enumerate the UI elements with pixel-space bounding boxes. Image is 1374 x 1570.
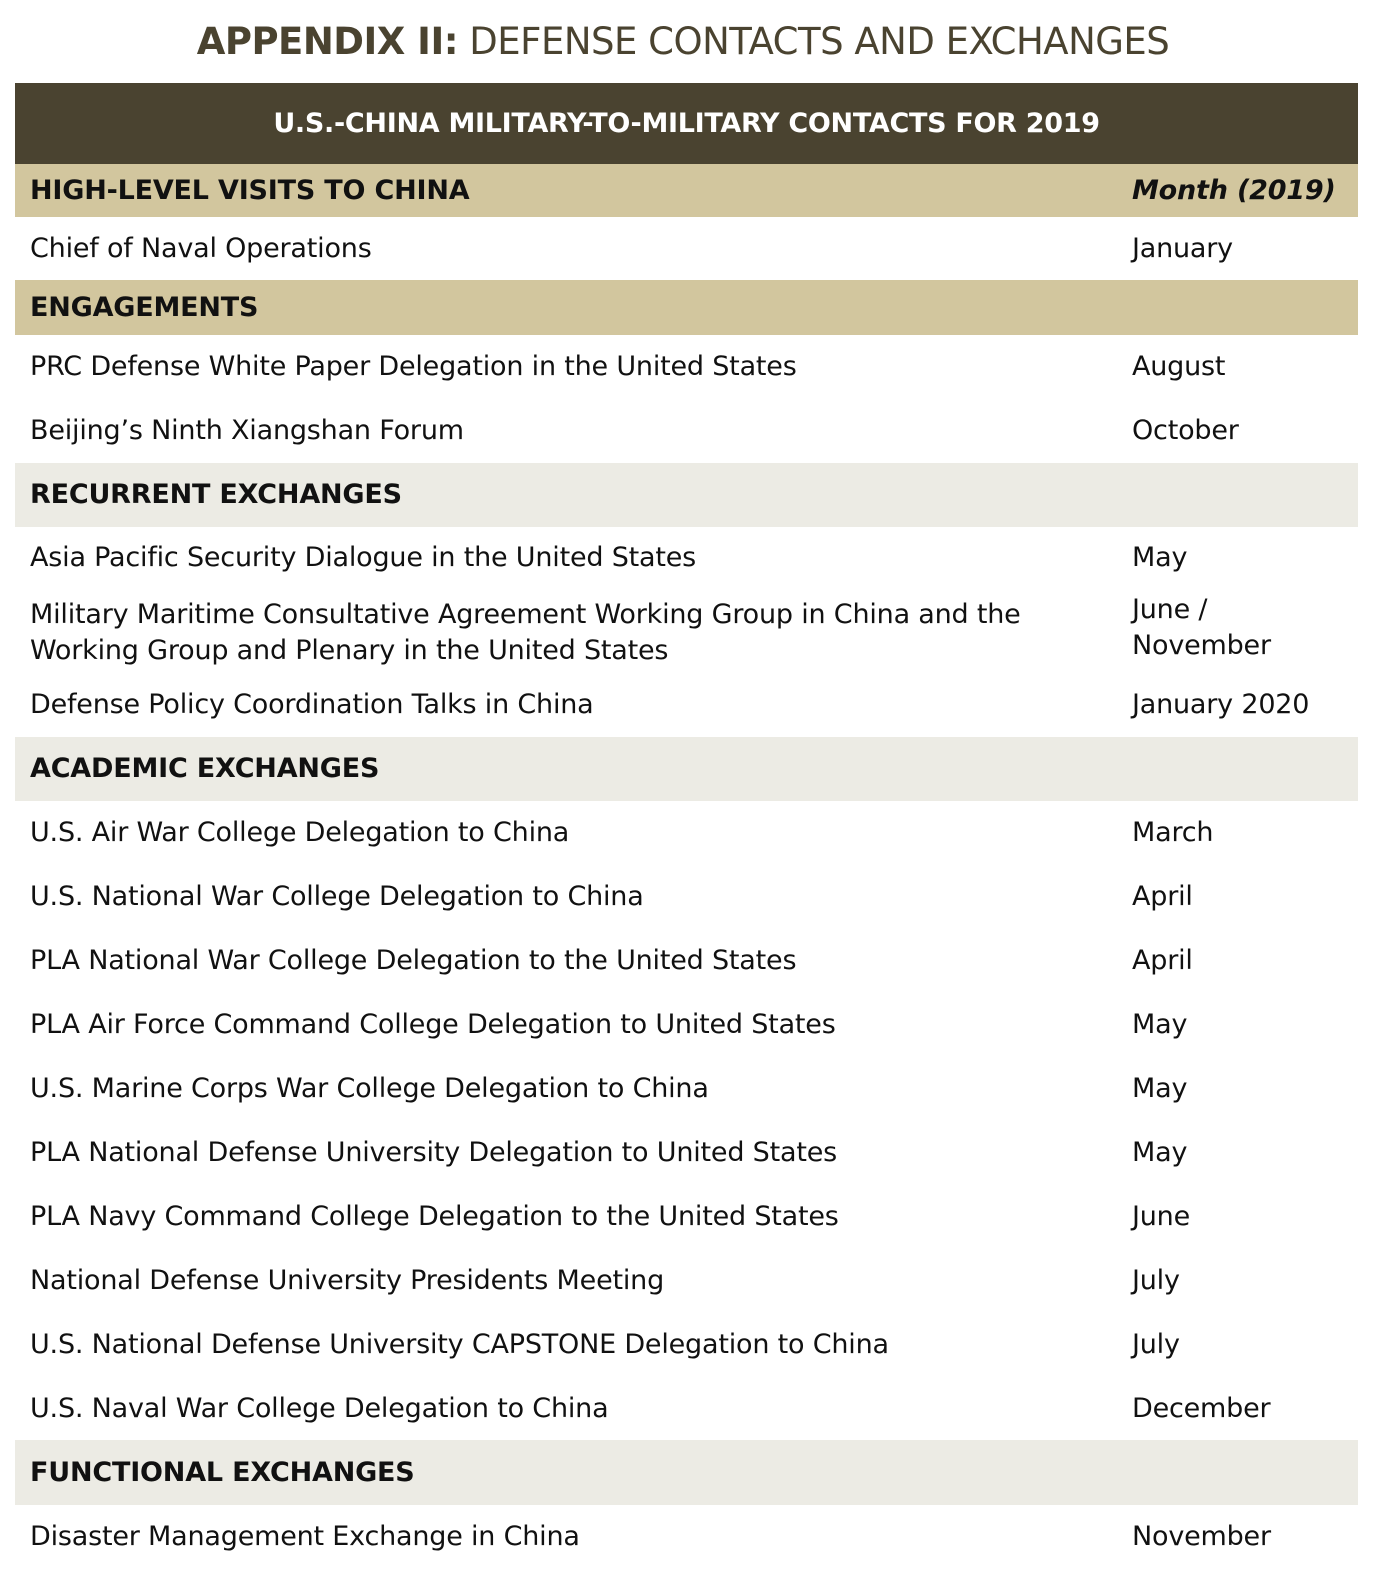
table-banner: U.S.-CHINA MILITARY-TO-MILITARY CONTACTS FOR 2019 bbox=[15, 83, 1358, 164]
section-header-high-level bbox=[15, 164, 1358, 217]
row-description: PLA National War College Delegation to the United States bbox=[30, 945, 797, 976]
table-row bbox=[15, 1377, 1358, 1440]
row-month: January 2020 bbox=[1132, 689, 1310, 720]
row-description: PLA Navy Command College Delegation to the United States bbox=[30, 1201, 839, 1232]
row-description: Chief of Naval Operations bbox=[30, 232, 372, 264]
appendix-label: APPENDIX II: bbox=[196, 20, 459, 63]
row-description: PRC Defense White Paper Delegation in the United States bbox=[30, 351, 797, 382]
row-description: National Defense University Presidents Meeting bbox=[30, 1265, 665, 1296]
section-title: ACADEMIC EXCHANGES bbox=[30, 753, 380, 784]
row-description: Disaster Management Exchange in China bbox=[30, 1521, 580, 1552]
table-row bbox=[15, 217, 1358, 280]
row-month: May bbox=[1132, 1009, 1188, 1040]
table-row bbox=[15, 865, 1358, 929]
row-month: April bbox=[1132, 945, 1193, 976]
row-month-line: November bbox=[1132, 630, 1271, 661]
row-description: U.S. Air War College Delegation to China bbox=[30, 817, 570, 848]
row-description: U.S. National War College Delegation to China bbox=[30, 881, 644, 912]
row-description-line: Military Maritime Consultative Agreement Working Group in China and the bbox=[30, 599, 1021, 630]
section-title: RECURRENT EXCHANGES bbox=[30, 479, 402, 510]
table-row bbox=[15, 1057, 1358, 1121]
row-month: June bbox=[1132, 1201, 1190, 1232]
row-month: October bbox=[1132, 415, 1239, 446]
page-title bbox=[0, 18, 1366, 66]
section-header-recurrent bbox=[15, 463, 1358, 527]
row-description: PLA Air Force Command College Delegation to United States bbox=[30, 1009, 836, 1040]
table-row bbox=[15, 1185, 1358, 1249]
row-month: May bbox=[1132, 542, 1188, 573]
table-row bbox=[15, 673, 1358, 737]
row-month-line: June / bbox=[1132, 594, 1208, 625]
table-row bbox=[15, 1121, 1358, 1185]
row-month: December bbox=[1132, 1392, 1271, 1424]
appendix-title: DEFENSE CONTACTS AND EXCHANGES bbox=[458, 20, 1170, 63]
row-description: PLA National Defense University Delegation to United States bbox=[30, 1137, 837, 1168]
row-description: Beijing’s Ninth Xiangshan Forum bbox=[30, 415, 464, 446]
section-header-academic bbox=[15, 737, 1358, 801]
table-row bbox=[15, 929, 1358, 993]
row-month: January bbox=[1132, 232, 1233, 264]
row-description: U.S. Naval War College Delegation to China bbox=[30, 1392, 609, 1424]
row-month: July bbox=[1132, 1329, 1180, 1360]
section-header-engagements bbox=[15, 280, 1358, 335]
table-row bbox=[15, 801, 1358, 865]
row-month: November bbox=[1132, 1521, 1271, 1552]
contacts-table bbox=[15, 83, 1358, 1569]
section-header-functional bbox=[15, 1440, 1358, 1505]
table-row bbox=[15, 589, 1358, 673]
table-row bbox=[15, 993, 1358, 1057]
table-row bbox=[15, 1505, 1358, 1569]
table-row bbox=[15, 335, 1358, 399]
row-month: August bbox=[1132, 351, 1226, 382]
table-row bbox=[15, 399, 1358, 463]
row-description-line: Working Group and Plenary in the United States bbox=[30, 635, 669, 666]
section-title: ENGAGEMENTS bbox=[30, 291, 259, 323]
row-description bbox=[30, 597, 1110, 669]
row-description: U.S. Marine Corps War College Delegation to China bbox=[30, 1073, 709, 1104]
section-title: FUNCTIONAL EXCHANGES bbox=[30, 1456, 415, 1488]
row-description: Asia Pacific Security Dialogue in the United States bbox=[30, 542, 697, 573]
row-description: Defense Policy Coordination Talks in China bbox=[30, 689, 594, 720]
row-month: May bbox=[1132, 1137, 1188, 1168]
row-month bbox=[1132, 592, 1352, 664]
table-row bbox=[15, 527, 1358, 589]
row-month: July bbox=[1132, 1265, 1180, 1296]
row-month: May bbox=[1132, 1073, 1188, 1104]
row-month: March bbox=[1132, 817, 1214, 848]
table-row bbox=[15, 1313, 1358, 1377]
row-month: April bbox=[1132, 881, 1193, 912]
month-column-header: Month (2019) bbox=[1132, 174, 1336, 206]
section-title: HIGH-LEVEL VISITS TO CHINA bbox=[30, 174, 470, 206]
table-row bbox=[15, 1249, 1358, 1313]
row-description: U.S. National Defense University CAPSTONE Delegation to China bbox=[30, 1329, 889, 1360]
